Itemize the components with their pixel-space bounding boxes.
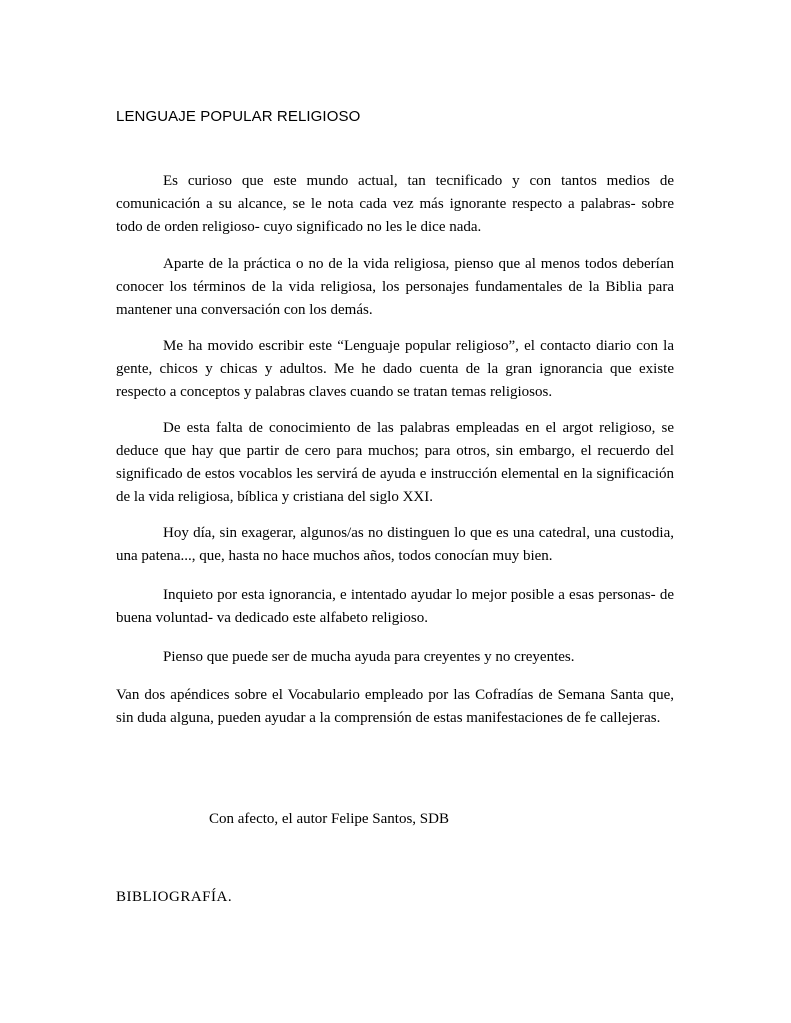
- paragraph-motivation: Me ha movido escribir este “Lenguaje popular religioso”, el contacto diario con la gente, chicos y chicas y adultos. Me he dado cuenta de la gran ignorancia que existe respecto a conceptos y palabras claves cuando se tratan temas religiosos.: [116, 338, 674, 400]
- paragraph-appendices: Van dos apéndices sobre el Vocabulario empleado por las Cofradías de Semana Santa que, sin duda alguna, pueden ayudar a la comprensión de estas manifestaciones de fe callejeras.: [116, 687, 674, 726]
- bibliography-heading: BIBLIOGRAFÍA.: [116, 889, 233, 905]
- paragraph-helpful: Pienso que puede ser de mucha ayuda para creyentes y no creyentes.: [163, 649, 575, 665]
- paragraph-practice: Aparte de la práctica o no de la vida religiosa, pienso que al menos todos deberían conocer los términos de la vida religiosa, los personajes fundamentales de la Biblia para mantener una conversación con los demás.: [116, 256, 674, 318]
- paragraph-dedication: Inquieto por esta ignorancia, e intentado ayudar lo mejor posible a esas personas- de buena voluntad- va dedicado este alfabeto religioso.: [116, 587, 674, 626]
- document-title: LENGUAJE POPULAR RELIGIOSO: [116, 108, 361, 125]
- paragraph-knowledge: De esta falta de conocimiento de las palabras empleadas en el argot religioso, se deduce que hay que partir de cero para muchos; para otros, sin embargo, el recuerdo del significado de estos vocablos les servirá de ayuda e instrucción elemental en la significación de la vida religiosa, bíblica y cristiana del siglo XXI.: [116, 420, 674, 505]
- paragraph-intro: Es curioso que este mundo actual, tan tecnificado y con tantos medios de comunicación a su alcance, se le nota cada vez más ignorante respecto a palabras- sobre todo de orden religioso- cuyo significado no les le dice nada.: [116, 173, 674, 235]
- paragraph-today: Hoy día, sin exagerar, algunos/as no distinguen lo que es una catedral, una custodia, una patena..., que, hasta no hace muchos años, todos conocían muy bien.: [116, 525, 674, 564]
- author-signature: Con afecto, el autor Felipe Santos, SDB: [209, 811, 449, 827]
